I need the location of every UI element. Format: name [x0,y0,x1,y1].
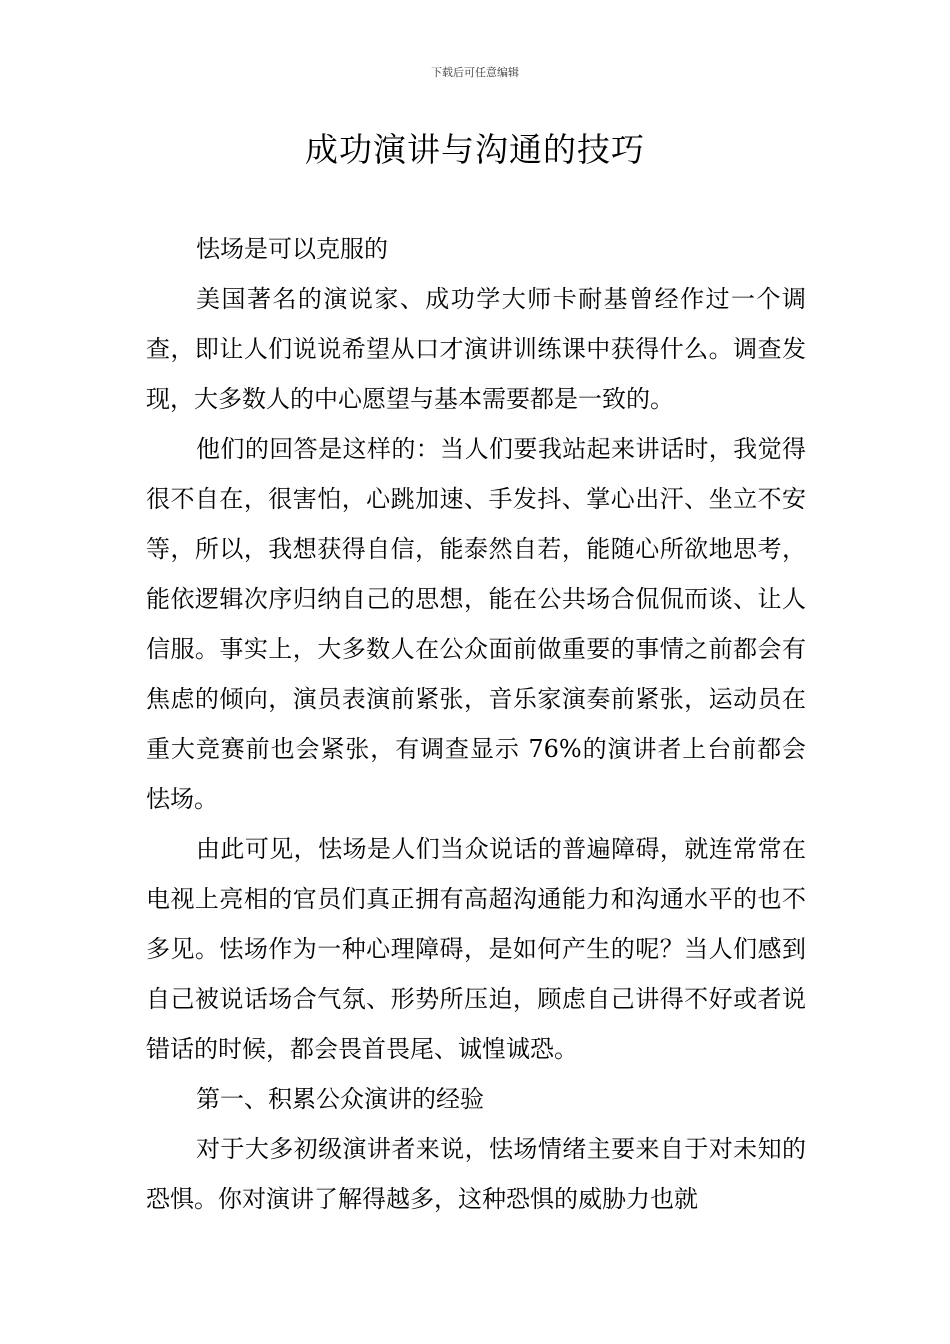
document-title: 成功演讲与沟通的技巧 [305,130,645,169]
paragraph: 美国著名的演说家、成功学大师卡耐基曾经作过一个调查，即让人们说说希望从口才演讲训练课中获得什么。调查发现，大多数人的中心愿望与基本需要都是一致的。 [146,285,806,413]
header-note: 下载后可任意编辑 [431,66,519,79]
document-body [146,224,806,1224]
paragraph: 由此可见，怯场是人们当众说话的普遍障碍，就连常常在电视上亮相的官员们真正拥有高超沟通能力和沟通水平的也不多见。怯场作为一种心理障碍，是如何产生的呢？当人们感到自己被说话场合气氛、形势所压迫，顾虑自己讲得不好或者说错话的时候，都会畏首畏尾、诚惶诚恐。 [146,835,806,1063]
paragraph-subheading: 第一、积累公众演讲的经验 [196,1085,484,1113]
paragraph: 对于大多初级演讲者来说，怯场情绪主要来自于对未知的恐惧。你对演讲了解得越多，这种恐惧的威胁力也就 [146,1135,806,1213]
paragraph: 他们的回答是这样的：当人们要我站起来讲话时，我觉得很不自在，很害怕，心跳加速、手发抖、掌心出汗、坐立不安等，所以，我想获得自信，能泰然自若，能随心所欲地思考，能依逻辑次序归纳自己的思想，能在公共场合侃侃而谈、让人信服。事实上，大多数人在公众面前做重要的事情之前都会有焦虑的倾向，演员表演前紧张，音乐家演奏前紧张，运动员在重大竞赛前也会紧张，有调查显示 76%的演讲者上台前都会怯场。 [146,435,806,813]
paragraph-subheading: 怯场是可以克服的 [196,235,388,263]
